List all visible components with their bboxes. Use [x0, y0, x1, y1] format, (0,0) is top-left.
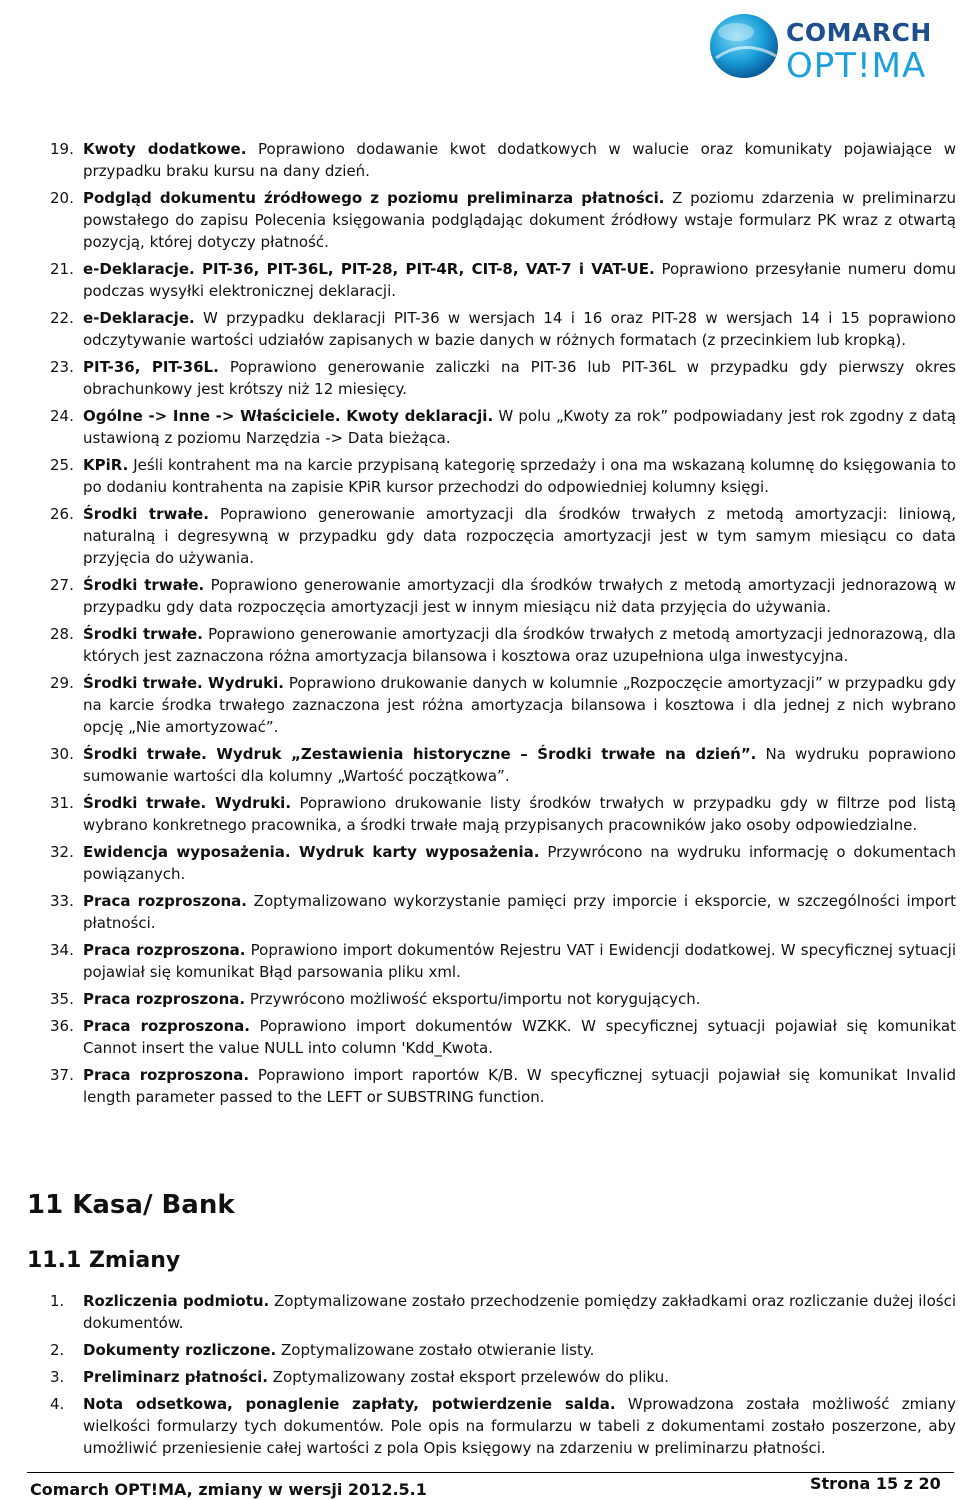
list-item: [36, 792, 956, 836]
item-text: Przywrócono na wydruku informację o dokumentach powiązanych.: [83, 843, 957, 883]
comarch-optima-logo: [706, 8, 952, 88]
item-number: 36.: [50, 1017, 74, 1035]
item-title: Rozliczenia podmiotu.: [83, 1292, 270, 1310]
logo-text-comarch: COMARCH: [786, 18, 932, 47]
item-text: Zoptymalizowany został eksport przelewów do pliku.: [268, 1368, 670, 1386]
item-number: 3.: [50, 1368, 65, 1386]
item-number: 27.: [50, 576, 74, 594]
item-text: Poprawiono drukowanie danych w kolumnie „Rozpoczęcie amortyzacji” w przypadku gdy na karcie środka trwałego zaznaczona jest różna amortyzacja bilansowa i kosztowa i dla jednej z nich wybrano opcję „Nie amortyzować”.: [83, 674, 956, 736]
item-title: e-Deklaracje. PIT-36, PIT-36L, PIT-28, PIT-4R, CIT-8, VAT-7 i VAT-UE.: [83, 260, 655, 278]
list-item: [36, 1064, 956, 1108]
list-item: [36, 1339, 956, 1361]
subsection-heading: 11.1 Zmiany: [27, 1248, 181, 1273]
item-title: Środki trwałe.: [83, 576, 205, 594]
list-item: [36, 454, 956, 498]
list-item: [36, 138, 956, 182]
list-item: [36, 890, 956, 934]
item-text: Na wydruku poprawiono sumowanie wartości dla kolumny „Wartość początkowa”.: [83, 745, 957, 785]
list-item: [36, 307, 956, 351]
item-number: 34.: [50, 941, 74, 959]
list-item: [36, 187, 956, 253]
kasa-bank-changes-section: [36, 1290, 956, 1464]
item-text: Jeśli kontrahent ma na karcie przypisaną kategorię sprzedaży i ona ma wskazaną kolumnę do księgowania to po dodaniu kontrahenta na zapisie KPiR kursor przechodzi do odpowiedniej kolumny księgi.: [83, 456, 956, 496]
logo-orb-icon: [706, 8, 784, 82]
list-item: [36, 1015, 956, 1059]
item-number: 2.: [50, 1341, 65, 1359]
item-text: Poprawiono przesyłanie numeru domu podczas wysyłki elektronicznej deklaracji.: [83, 260, 956, 300]
item-title: Ewidencja wyposażenia. Wydruk karty wyposażenia.: [83, 843, 540, 861]
changes-list-section: [36, 138, 956, 1113]
item-title: Środki trwałe. Wydruk „Zestawienia historyczne – Środki trwałe na dzień”.: [83, 745, 757, 763]
item-number: 4.: [50, 1395, 65, 1413]
list-item: [36, 1366, 956, 1388]
item-text: Zoptymalizowane zostało przechodzenie pomiędzy zakładkami oraz rozliczanie dużej ilości dokumentów.: [83, 1292, 956, 1332]
item-text: Poprawiono import dokumentów WZKK. W specyficznej sytuacji pojawiał się komunikat Cannot insert the value NULL into column 'Kdd_Kwota.: [83, 1017, 956, 1057]
list-item: [36, 258, 956, 302]
item-number: 37.: [50, 1066, 74, 1084]
kasa-bank-changes-list: [36, 1290, 956, 1459]
changes-list: [36, 138, 956, 1108]
item-number: 20.: [50, 189, 74, 207]
item-number: 19.: [50, 140, 74, 158]
list-item: [36, 1393, 956, 1459]
item-text: Poprawiono generowanie amortyzacji dla środków trwałych z metodą amortyzacji jednorazową w przypadku gdy data rozpoczęcia amortyzacji jest w innym miesiącu niż data przyjęcia do używania.: [83, 576, 956, 616]
item-number: 1.: [50, 1292, 65, 1310]
item-number: 33.: [50, 892, 74, 910]
item-number: 28.: [50, 625, 74, 643]
list-item: [36, 356, 956, 400]
item-text: Zoptymalizowane zostało otwieranie listy.: [276, 1341, 595, 1359]
item-number: 26.: [50, 505, 74, 523]
item-title: KPiR.: [83, 456, 129, 474]
item-title: Kwoty dodatkowe.: [83, 140, 247, 158]
list-item: [36, 574, 956, 618]
item-title: Środki trwałe. Wydruki.: [83, 674, 284, 692]
footer-page-number: Strona 15 z 20: [810, 1474, 941, 1493]
footer-version: Comarch OPT!MA, zmiany w wersji 2012.5.1: [30, 1480, 427, 1499]
item-number: 24.: [50, 407, 74, 425]
footer-divider: [27, 1472, 954, 1473]
item-text: Poprawiono dodawanie kwot dodatkowych w walucie oraz komunikaty pojawiające w przypadku braku kursu na dany dzień.: [83, 140, 956, 180]
item-number: 35.: [50, 990, 74, 1008]
item-title: Dokumenty rozliczone.: [83, 1341, 277, 1359]
list-item: [36, 988, 956, 1010]
item-title: Praca rozproszona.: [83, 941, 246, 959]
list-item: [36, 841, 956, 885]
item-title: Praca rozproszona.: [83, 1017, 250, 1035]
item-title: Praca rozproszona.: [83, 990, 246, 1008]
item-text: Z poziomu zdarzenia w preliminarzu powstałego do zapisu Polecenia księgowania podglądając dokument źródłowy wstaje formularz PK wraz z otwartą pozycją, której dotyczy płatność.: [83, 189, 956, 251]
item-text: Poprawiono import raportów K/B. W specyficznej sytuacji pojawiał się komunikat Invalid length parameter passed to the LEFT or SUBSTRING function.: [83, 1066, 956, 1106]
item-text: Zoptymalizowano wykorzystanie pamięci przy imporcie i eksporcie, w szczególności import płatności.: [83, 892, 956, 932]
item-number: 23.: [50, 358, 74, 376]
list-item: [36, 939, 956, 983]
item-text: Poprawiono drukowanie listy środków trwałych w przypadku gdy w filtrze pod listą wybrano konkretnego pracownika, a środki trwałe mają przypisanych pracowników jako osoby odpowiedzialne.: [83, 794, 956, 834]
section-heading: 11 Kasa/ Bank: [27, 1190, 235, 1220]
item-text: W polu „Kwoty za rok” podpowiadany jest rok zgodny z datą ustawioną z poziomu Narzędzia -> Data bieżąca.: [83, 407, 956, 447]
item-number: 21.: [50, 260, 74, 278]
item-title: Środki trwałe. Wydruki.: [83, 794, 292, 812]
item-text: Wprowadzona została możliwość zmiany wielkości formularzy tych dokumentów. Pole opis na formularzu w tabeli z dokumentami zostało poszerzone, aby umożliwić przeniesienie całej wartości z pola Opis księgowy na zdarzeniu w preliminarzu płatności.: [83, 1395, 956, 1457]
item-number: 25.: [50, 456, 74, 474]
item-number: 32.: [50, 843, 74, 861]
list-item: [36, 405, 956, 449]
list-item: [36, 623, 956, 667]
list-item: [36, 743, 956, 787]
item-text: Poprawiono generowanie zaliczki na PIT-36 lub PIT-36L w przypadku gdy pierwszy okres obrachunkowy jest krótszy niż 12 miesięcy.: [83, 358, 956, 398]
item-number: 31.: [50, 794, 74, 812]
item-title: Praca rozproszona.: [83, 892, 247, 910]
logo-text-optima: OPT!MA: [786, 46, 927, 86]
item-title: Nota odsetkowa, ponaglenie zapłaty, potwierdzenie salda.: [83, 1395, 616, 1413]
item-title: Podgląd dokumentu źródłowego z poziomu preliminarza płatności.: [83, 189, 665, 207]
list-item: [36, 503, 956, 569]
item-number: 29.: [50, 674, 74, 692]
item-number: 30.: [50, 745, 74, 763]
item-text: Poprawiono generowanie amortyzacji dla środków trwałych z metodą amortyzacji: liniową, naturalną i degresywną w przypadku gdy data rozpoczęcia amortyzacji jest w tym samym miesiącu co data przyjęcia do używania.: [83, 505, 956, 567]
item-text: W przypadku deklaracji PIT-36 w wersjach 14 i 16 oraz PIT-28 w wersjach 14 i 15 poprawiono odczytywanie wartości udziałów zapisanych w bazie danych w różnych formatach (z przecinkiem lub kropką).: [83, 309, 956, 349]
item-title: Preliminarz płatności.: [83, 1368, 269, 1386]
item-title: e-Deklaracje.: [83, 309, 195, 327]
item-title: Środki trwałe.: [83, 625, 203, 643]
item-number: 22.: [50, 309, 74, 327]
list-item: [36, 1290, 956, 1334]
item-title: Praca rozproszona.: [83, 1066, 250, 1084]
item-title: PIT-36, PIT-36L.: [83, 358, 219, 376]
item-text: Poprawiono import dokumentów Rejestru VAT i Ewidencji dodatkowej. W specyficznej sytuacji pojawiał się komunikat Błąd parsowania pliku xml.: [83, 941, 956, 981]
item-text: Przywrócono możliwość eksportu/importu not korygujących.: [245, 990, 701, 1008]
item-text: Poprawiono generowanie amortyzacji dla środków trwałych z metodą amortyzacji jednorazową, dla których jest zaznaczona różna amortyzacja bilansowa i kosztowa oraz uzupełniona ulga inwestycyjna.: [83, 625, 956, 665]
list-item: [36, 672, 956, 738]
item-title: Środki trwałe.: [83, 505, 209, 523]
item-title: Ogólne -> Inne -> Właściciele. Kwoty deklaracji.: [83, 407, 494, 425]
